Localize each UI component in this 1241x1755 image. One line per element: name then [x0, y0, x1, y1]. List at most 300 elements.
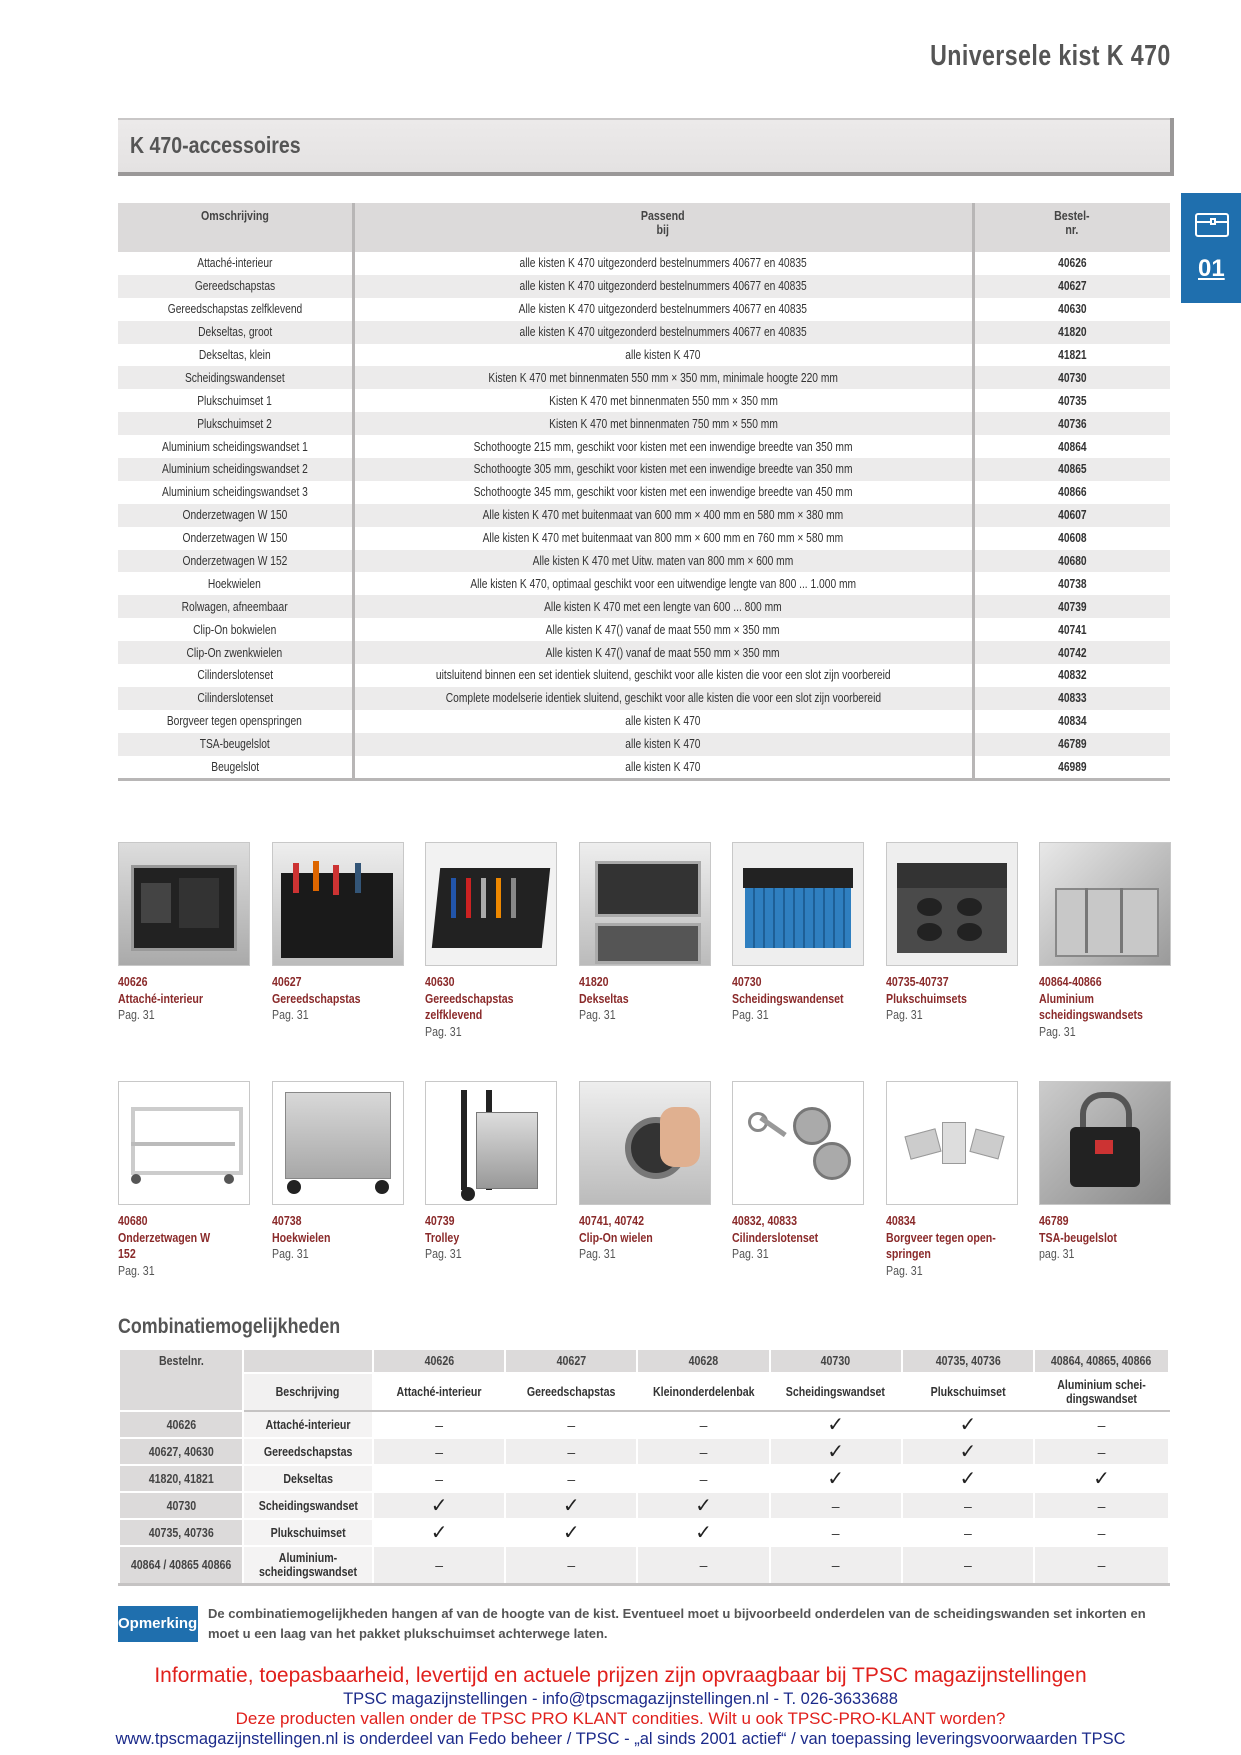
cell-order-text: 41820 [1057, 325, 1087, 340]
product-page-ref[interactable]: Pag. 31 [118, 1008, 155, 1022]
spring-photo [886, 1081, 1018, 1205]
foam-photo [886, 842, 1018, 966]
product-number: 40630 [425, 975, 455, 989]
compat-cell [373, 1546, 505, 1585]
cell-order [973, 435, 1170, 458]
product-name: Onderzetwagen W 152 [118, 1230, 211, 1261]
product-card[interactable] [886, 1081, 1018, 1279]
casters-photo [272, 1081, 404, 1205]
column-label-text: Gereedschapstas [526, 1385, 616, 1399]
footer-website-line: www.tpscmagazijnstellingen.nl is onderdeel van Fedo beheer / TPSC - „al sinds 2001 actief“ / van toepassing leveringsvoorwaarden TPSC [115, 1730, 1126, 1748]
cell-fit-text: Alle kisten K 470 met buitenmaat van 800 mm × 600 mm en 760 mm × 580 mm [482, 531, 844, 546]
dash-icon: – [963, 1497, 972, 1514]
cell-order-text: 46989 [1057, 760, 1087, 775]
cell-desc-text: Rolwagen, afneembaar [181, 599, 288, 614]
compat-cell [637, 1438, 769, 1465]
compat-cell [373, 1519, 505, 1546]
column-label [770, 1373, 902, 1411]
product-number: 40626 [118, 975, 148, 989]
cell-order [973, 687, 1170, 710]
cell-order [973, 458, 1170, 481]
table-row [118, 481, 1170, 504]
dash-icon: – [1097, 1497, 1106, 1514]
compat-cell [770, 1438, 902, 1465]
dash-icon: – [831, 1497, 840, 1514]
product-caption [579, 974, 711, 1024]
product-caption [272, 1213, 404, 1263]
column-header-description: Omschrijving [118, 203, 353, 252]
compat-cell [637, 1411, 769, 1438]
cell-order-text: 40680 [1057, 554, 1087, 569]
checkmark-icon: ✓ [959, 1468, 977, 1490]
row-description-text: Dekseltas [283, 1471, 333, 1486]
dash-icon: – [831, 1524, 840, 1541]
cell-desc-text: Cilinderslotenset [196, 691, 273, 706]
cell-order [973, 527, 1170, 550]
compat-cell [637, 1492, 769, 1519]
table-row [118, 435, 1170, 458]
column-number [505, 1349, 637, 1373]
dash-icon: – [435, 1416, 443, 1433]
cell-order [973, 252, 1170, 275]
table-row [118, 389, 1170, 412]
product-page-ref[interactable]: Pag. 31 [885, 1008, 923, 1022]
table-row [118, 687, 1170, 710]
table-row [118, 344, 1170, 367]
dash-icon: – [1097, 1416, 1106, 1433]
compat-cell [770, 1519, 902, 1546]
row-number-text: 40864 / 40865 40866 [130, 1558, 232, 1572]
cell-order-text: 40736 [1057, 416, 1087, 431]
product-card[interactable] [425, 842, 557, 1040]
dash-icon: – [435, 1557, 443, 1573]
table-row [118, 733, 1170, 756]
column-number-text: 40730 [820, 1354, 851, 1368]
product-caption [118, 974, 250, 1024]
compat-cell [637, 1465, 769, 1492]
dash-icon: – [1097, 1443, 1106, 1460]
row-number [119, 1519, 243, 1546]
cell-desc-text: Beugelslot [210, 760, 259, 775]
compat-cell [1034, 1438, 1169, 1465]
cell-desc-text: Plukschuimset 1 [197, 393, 273, 408]
column-number [637, 1349, 769, 1373]
cell-order [973, 756, 1170, 780]
cell-order-text: 40608 [1057, 531, 1087, 546]
table-row [118, 756, 1170, 780]
cell-fit-text: alle kisten K 470 uitgezonderd bestelnummers 40677 en 40835 [519, 279, 807, 294]
product-name: Hoekwielen [271, 1230, 330, 1245]
product-card[interactable] [732, 1081, 864, 1263]
cell-order-text: 40742 [1057, 645, 1087, 660]
table-row [118, 366, 1170, 389]
table-row [119, 1438, 1169, 1465]
row-number-text: 40626 [166, 1417, 196, 1432]
column-label-text: Attaché-interieur [396, 1385, 482, 1399]
product-card[interactable] [118, 1081, 250, 1279]
cell-order [973, 389, 1170, 412]
toolbag-photo [272, 842, 404, 966]
compat-cell [505, 1465, 637, 1492]
column-label-text: Kleinonderdelenbak [652, 1385, 755, 1399]
cell-order [973, 504, 1170, 527]
combinations-title: Combinatiemogelijkheden [118, 1315, 341, 1338]
product-number: 40680 [118, 1214, 148, 1228]
toolbox-icon [1195, 213, 1229, 237]
cell-fit-text: Alle kisten K 47() vanaf de maat 550 mm × 350 mm [546, 645, 780, 660]
row-description-text: Plukschuimset [270, 1525, 346, 1540]
row-number-text: 40730 [166, 1498, 196, 1513]
cell-desc-text: Hoekwielen [208, 576, 262, 591]
cell-fit [353, 641, 973, 664]
cell-fit-text: Alle kisten K 470 met buitenmaat van 600 mm × 400 mm en 580 mm × 380 mm [482, 508, 844, 523]
page-title: Universele kist K 470 [930, 40, 1171, 72]
cell-order [973, 366, 1170, 389]
cell-desc-text: TSA-beugelslot [199, 737, 270, 752]
table-row [119, 1546, 1169, 1585]
product-card[interactable] [118, 842, 250, 1024]
product-name: Gereedschapstas [425, 991, 514, 1006]
description-header: Beschrijving [243, 1373, 373, 1411]
cell-desc [118, 389, 353, 412]
cell-desc [118, 412, 353, 435]
table-row [118, 595, 1170, 618]
table-row [118, 321, 1170, 344]
column-number-text: 40628 [688, 1354, 719, 1368]
product-page-ref[interactable]: Pag. 31 [732, 1247, 769, 1261]
product-name: Dekseltas [578, 991, 629, 1006]
product-caption [118, 1213, 250, 1279]
row-number [119, 1438, 243, 1465]
product-number: 40864-40866 [1039, 975, 1102, 989]
column-number [373, 1349, 505, 1373]
dividers-photo [732, 842, 864, 966]
dash-icon: – [831, 1557, 840, 1573]
cell-order [973, 321, 1170, 344]
corner-label: Bestelnr. [119, 1349, 243, 1411]
product-number: 40738 [271, 1214, 302, 1228]
alu-dividers-photo [1039, 842, 1171, 966]
cell-fit [353, 756, 973, 780]
cell-desc-text: Aluminium scheidingswandset 1 [161, 439, 308, 454]
column-number-text: 40627 [556, 1354, 587, 1368]
cell-order [973, 344, 1170, 367]
product-caption [425, 974, 557, 1040]
product-page-ref[interactable]: Pag. 31 [271, 1008, 309, 1022]
table-row [119, 1465, 1169, 1492]
cell-fit [353, 664, 973, 687]
product-page-ref[interactable]: Pag. 31 [118, 1263, 155, 1278]
product-card[interactable] [579, 842, 711, 1024]
cell-fit [353, 618, 973, 641]
cell-desc [118, 275, 353, 298]
row-number-text: 40735, 40736 [148, 1525, 214, 1540]
cell-fit [353, 321, 973, 344]
cell-order-text: 40738 [1057, 576, 1087, 591]
cell-desc [118, 298, 353, 321]
table-row [118, 252, 1170, 275]
checkmark-icon: ✓ [695, 1495, 712, 1517]
cell-desc [118, 550, 353, 573]
cell-desc [118, 618, 353, 641]
checkmark-icon: ✓ [695, 1522, 712, 1544]
compat-cell [637, 1546, 769, 1585]
row-description-text: Attaché-interieur [265, 1417, 351, 1432]
cell-desc-text: Scheidingswandenset [184, 370, 285, 385]
cell-desc-text: Dekseltas, klein [198, 348, 271, 362]
product-name: TSA-beugelslot [1039, 1230, 1117, 1245]
dash-icon: – [567, 1443, 576, 1460]
checkmark-icon: ✓ [430, 1522, 448, 1544]
row-description [243, 1492, 373, 1519]
cell-fit [353, 527, 973, 550]
organizer-photo [118, 842, 250, 966]
checkmark-icon: ✓ [827, 1468, 845, 1490]
cell-desc-text: Onderzetwagen W 150 [182, 508, 288, 523]
chapter-tab[interactable] [1181, 193, 1241, 303]
table-row [118, 550, 1170, 573]
product-card[interactable] [272, 1081, 404, 1263]
product-number: 46789 [1039, 1214, 1069, 1228]
cell-order-text: 40730 [1057, 370, 1087, 385]
dash-icon: – [567, 1470, 576, 1487]
table-row [118, 572, 1170, 595]
column-number [770, 1349, 902, 1373]
product-name-cont: scheidingswandsets [1039, 1008, 1143, 1022]
table-row [118, 298, 1170, 321]
cell-desc [118, 504, 353, 527]
compat-cell [505, 1411, 637, 1438]
cell-desc [118, 435, 353, 458]
cell-fit [353, 275, 973, 298]
cell-desc [118, 664, 353, 687]
cell-desc-text: Aluminium scheidingswandset 3 [161, 485, 308, 500]
cell-fit-text: Alle kisten K 470 met Uitw. maten van 800 mm × 600 mm [532, 554, 794, 569]
cell-order-text: 40834 [1057, 714, 1087, 729]
table-row [119, 1519, 1169, 1546]
cell-order-text: 40865 [1057, 462, 1087, 477]
product-card[interactable] [732, 842, 864, 1024]
note-label: Opmerking: [118, 1606, 198, 1642]
product-name-cont: springen [885, 1247, 931, 1261]
cell-desc-text: Attaché-interieur [197, 256, 273, 271]
cell-fit [353, 435, 973, 458]
checkmark-icon: ✓ [959, 1441, 977, 1463]
column-label [1034, 1373, 1169, 1411]
product-name: Trolley [425, 1230, 460, 1245]
column-number-text: 40626 [424, 1354, 454, 1368]
compat-cell [505, 1546, 637, 1585]
table-row [118, 504, 1170, 527]
product-card[interactable] [425, 1081, 557, 1263]
product-number: 40730 [732, 975, 762, 989]
column-number-text: 40735, 40736 [935, 1354, 1001, 1368]
product-name: Cilinderslotenset [732, 1230, 819, 1245]
cell-desc-text: Plukschuimset 2 [197, 416, 273, 431]
product-page-ref[interactable]: Pag. 31 [885, 1263, 923, 1278]
dash-icon: – [567, 1416, 576, 1433]
compat-cell [637, 1519, 769, 1546]
tools-photo [425, 842, 557, 966]
cell-order [973, 664, 1170, 687]
compat-cell [1034, 1465, 1169, 1492]
cell-fit-text: Kisten K 470 met binnenmaten 550 mm × 350 mm, minimale hoogte 220 mm [488, 370, 838, 385]
dash-icon: – [435, 1470, 443, 1487]
product-name: Aluminium [1039, 991, 1094, 1006]
cell-desc [118, 733, 353, 756]
compat-cell [1034, 1546, 1169, 1585]
column-label-text: Aluminium schei-dingswandset [1057, 1378, 1146, 1406]
checkmark-icon: ✓ [430, 1495, 448, 1517]
cell-fit-text: Alle kisten K 470 uitgezonderd bestelnummers 40677 en 40835 [518, 302, 808, 317]
cell-fit [353, 687, 973, 710]
product-card[interactable] [886, 842, 1018, 1024]
dash-icon: – [699, 1416, 708, 1433]
product-number: 41820 [578, 975, 609, 989]
cell-order-text: 40832 [1057, 668, 1087, 683]
cell-order-text: 40626 [1057, 256, 1087, 271]
product-card[interactable] [1039, 1081, 1171, 1263]
cell-desc-text: Borgveer tegen openspringen [167, 714, 303, 729]
compat-cell [505, 1492, 637, 1519]
checkmark-icon: ✓ [959, 1414, 977, 1436]
column-number-text: 40864, 40865, 40866 [1051, 1354, 1152, 1368]
column-header-order-number: Bestel- nr. [973, 203, 1170, 252]
table-row [118, 527, 1170, 550]
cell-fit [353, 252, 973, 275]
dash-icon: – [435, 1443, 443, 1460]
trolley-photo [425, 1081, 557, 1205]
product-number: 40741, 40742 [578, 1214, 644, 1228]
cell-order [973, 572, 1170, 595]
compat-cell [770, 1411, 902, 1438]
cell-order-text: 40864 [1057, 439, 1087, 454]
cell-order [973, 412, 1170, 435]
compat-cell [373, 1492, 505, 1519]
product-name: Gereedschapstas [271, 991, 361, 1006]
cell-fit-text: alle kisten K 470 [625, 714, 701, 729]
column-header-fit: Passend bij [353, 203, 973, 252]
cell-desc-text: Cilinderslotenset [196, 668, 273, 683]
cell-desc [118, 595, 353, 618]
product-number: 40834 [885, 1214, 916, 1228]
dash-icon: – [567, 1557, 576, 1573]
product-name: Clip-On wielen [578, 1230, 653, 1245]
compat-cell [902, 1438, 1034, 1465]
cell-desc [118, 366, 353, 389]
compat-cell [770, 1492, 902, 1519]
compat-cell [770, 1546, 902, 1585]
product-number: 40832, 40833 [732, 1214, 797, 1228]
column-label [902, 1373, 1034, 1411]
compat-cell [373, 1438, 505, 1465]
column-label [637, 1373, 769, 1411]
cell-order-text: 40627 [1057, 279, 1087, 294]
product-page-ref[interactable]: Pag. 31 [732, 1008, 769, 1022]
compat-cell [1034, 1411, 1169, 1438]
row-number [119, 1492, 243, 1519]
product-page-ref[interactable]: Pag. 31 [1039, 1024, 1076, 1039]
combinations-number-row [119, 1349, 1169, 1373]
cell-desc-text: Onderzetwagen W 150 [182, 531, 288, 546]
cell-order-text: 40866 [1057, 485, 1087, 500]
cell-desc [118, 756, 353, 780]
cell-desc [118, 572, 353, 595]
cell-order-text: 40630 [1057, 302, 1087, 317]
cell-order-text: 40741 [1057, 622, 1087, 637]
table-row [118, 664, 1170, 687]
cell-fit-text: Kisten K 470 met binnenmaten 750 mm × 550 mm [548, 416, 778, 431]
compat-cell [902, 1546, 1034, 1585]
cell-fit-text: Alle kisten K 47() vanaf de maat 550 mm × 350 mm [546, 622, 780, 637]
cell-order [973, 618, 1170, 641]
product-caption [732, 974, 864, 1024]
row-description-text: Gereedschapstas [263, 1444, 353, 1459]
cell-desc [118, 458, 353, 481]
product-name: Borgveer tegen open- [885, 1230, 996, 1245]
cell-desc [118, 687, 353, 710]
product-page-ref[interactable]: pag. 31 [1039, 1247, 1075, 1261]
cell-fit-text: alle kisten K 470 uitgezonderd bestelnummers 40677 en 40835 [519, 256, 807, 271]
product-card[interactable] [272, 842, 404, 1024]
product-page-ref[interactable]: Pag. 31 [578, 1247, 616, 1261]
cell-desc-text: Dekseltas, groot [197, 325, 272, 340]
compat-cell [902, 1465, 1034, 1492]
cell-desc-text: Gereedschapstas [194, 279, 275, 294]
column-label [373, 1373, 505, 1411]
product-caption [732, 1213, 864, 1263]
compat-cell [1034, 1492, 1169, 1519]
product-page-ref[interactable]: Pag. 31 [271, 1247, 309, 1261]
product-caption [1039, 974, 1171, 1040]
cell-fit-text: Schothoogte 215 mm, geschikt voor kisten met een inwendige breedte van 350 mm [473, 439, 853, 454]
compat-cell [373, 1465, 505, 1492]
column-label-text: Plukschuimset [930, 1385, 1006, 1399]
product-card[interactable] [579, 1081, 711, 1263]
dash-icon: – [699, 1470, 708, 1487]
dolly-photo [118, 1081, 250, 1205]
checkmark-icon: ✓ [827, 1414, 845, 1436]
product-page-ref[interactable]: Pag. 31 [425, 1024, 462, 1039]
cell-desc-text: Onderzetwagen W 152 [182, 554, 288, 569]
cell-order [973, 275, 1170, 298]
cell-fit [353, 710, 973, 733]
compat-cell [770, 1465, 902, 1492]
row-number-text: 40627, 40630 [148, 1444, 214, 1459]
combinations-table [118, 1348, 1170, 1586]
table-row [118, 618, 1170, 641]
row-description-text: Aluminium-scheidingswandset [258, 1551, 358, 1579]
cell-fit-text: alle kisten K 470 [625, 760, 701, 775]
table-row [119, 1411, 1169, 1438]
product-number: 40739 [425, 1214, 455, 1228]
cell-fit [353, 298, 973, 321]
cell-fit [353, 504, 973, 527]
table-row [119, 1492, 1169, 1519]
blank-header [243, 1349, 373, 1373]
row-number [119, 1465, 243, 1492]
cell-fit-text: alle kisten K 470 [625, 348, 701, 362]
compat-cell [902, 1411, 1034, 1438]
product-page-ref[interactable]: Pag. 31 [578, 1008, 616, 1022]
checkmark-icon: ✓ [562, 1495, 580, 1517]
product-page-ref[interactable]: Pag. 31 [425, 1247, 462, 1261]
product-name: Plukschuimsets [885, 991, 967, 1006]
cell-order [973, 550, 1170, 573]
cell-order [973, 481, 1170, 504]
product-card[interactable] [1039, 842, 1171, 1040]
cell-desc [118, 321, 353, 344]
